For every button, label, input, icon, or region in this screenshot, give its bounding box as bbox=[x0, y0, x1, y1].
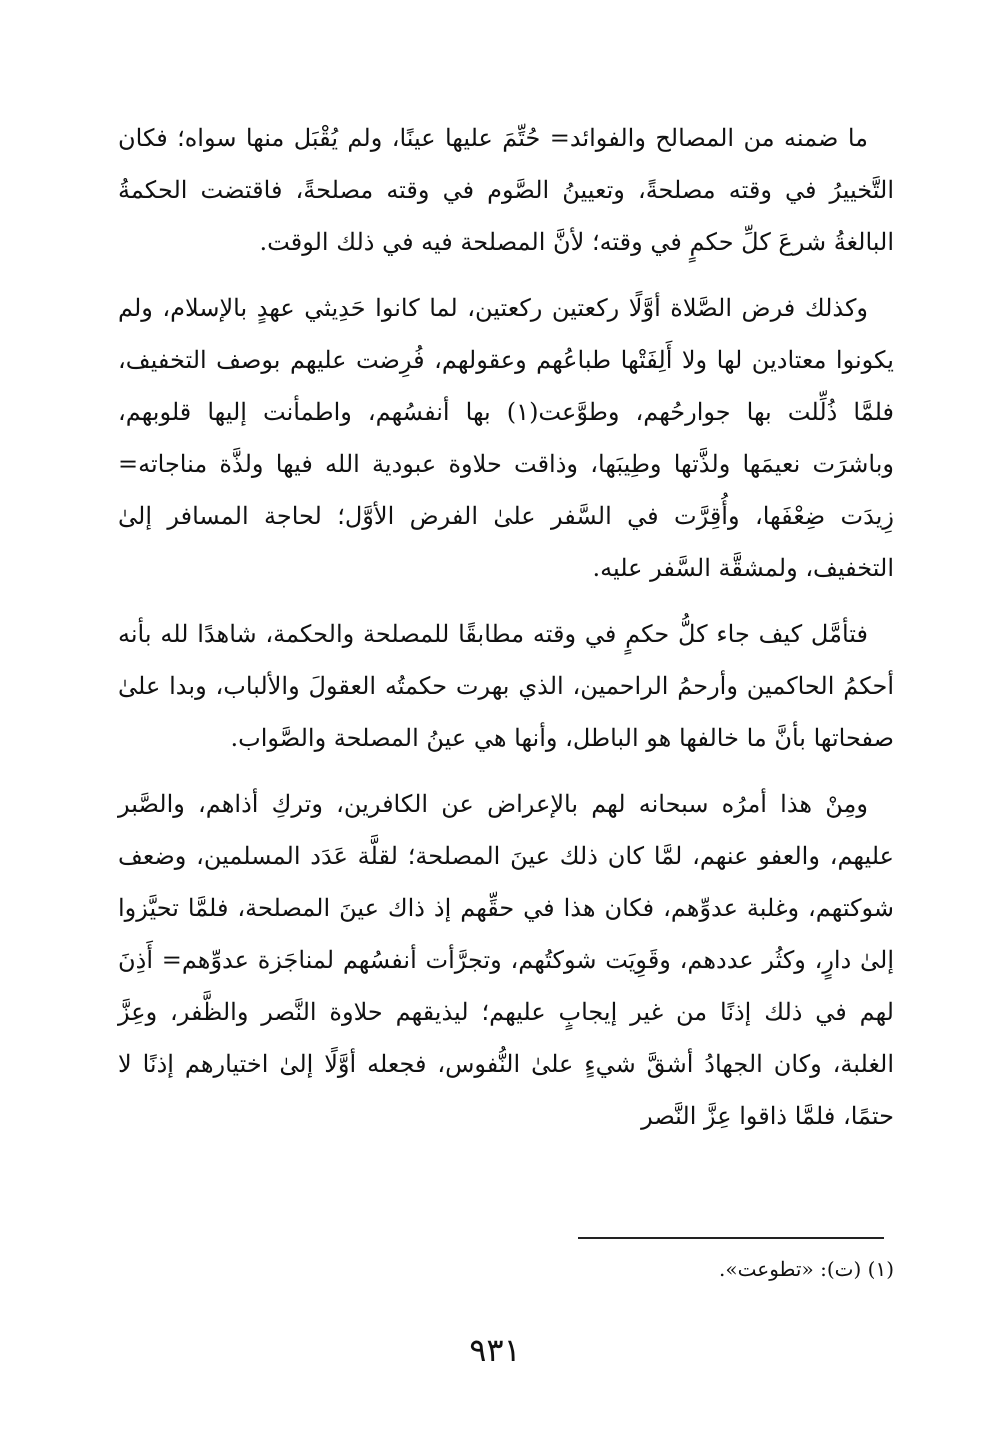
page-number: ٩٣١ bbox=[469, 1331, 521, 1369]
footnote: (١) (ت): «تطوعت». bbox=[719, 1257, 894, 1281]
paragraph-1: ما ضمنه من المصالح والفوائد= حُتِّمَ عليها عينًا، ولم يُقْبَل منها سواه؛ فكان التَّخييرُ في وقته مصلحةً، وتعيينُ الصَّوم في وقته مصلحةً، فاقتضت الحكمةُ البالغةُ شرعَ كلِّ حكمٍ في وقته؛ لأنَّ المصلحة فيه في ذلك الوقت. bbox=[118, 124, 894, 256]
footnote-divider bbox=[578, 1237, 884, 1239]
paragraph-3: فتأمَّل كيف جاء كلُّ حكمٍ في وقته مطابقًا للمصلحة والحكمة، شاهدًا لله بأنه أحكمُ الحاكمين وأرحمُ الراحمين، الذي بهرت حكمتُه العقولَ والألباب، وبدا علىٰ صفحاتها بأنَّ ما خالفها هو الباطل، وأنها هي عينُ المصلحة والصَّواب. bbox=[118, 620, 894, 752]
body-text bbox=[118, 112, 894, 1156]
paragraph-4: ومِنْ هذا أمرُه سبحانه لهم بالإعراض عن الكافرين، وتركِ أذاهم، والصَّبر عليهم، والعفو عنهم، لمَّا كان ذلك عينَ المصلحة؛ لقلَّة عَدَد المسلمين، وضعف شوكتهم، وغلبة عدوِّهم، فكان هذا في حقِّهم إذ ذاك عينَ المصلحة، فلمَّا تحيَّزوا إلىٰ دارٍ، وكثُر عددهم، وقَوِيَت شوكتُهم، وتجرَّأت أنفسُهم لمناجَزة عدوِّهم= أَذِنَ لهم في ذلك إذنًا من غير إيجابٍ عليهم؛ ليذيقهم حلاوة النَّصر والظَّفر، وعِزَّ الغلبة، وكان الجهادُ أشقَّ شيءٍ علىٰ النُّفوس، فجعله أوَّلًا إلىٰ اختيارهم إذنًا لا حتمًا، فلمَّا ذاقوا عِزَّ النَّصر bbox=[118, 790, 894, 1130]
paragraph-2: وكذلك فرض الصَّلاة أوَّلًا ركعتين ركعتين، لما كانوا حَدِيثي عهدٍ بالإسلام، ولم يكونوا معتادين لها ولا أَلِفَتْها طباعُهم وعقولهم، فُرِضت عليهم بوصف التخفيف، فلمَّا ذُلِّلت بها جوارحُهم، وطوَّعت(١) بها أنفسُهم، واطمأنت إليها قلوبهم، وباشرَت نعيمَها ولذَّتها وطِيبَها، وذاقت حلاوة عبودية الله فيها ولذَّة مناجاته= زِيدَت ضِعْفَها، وأُقِرَّت في السَّفر علىٰ الفرض الأوَّل؛ لحاجة المسافر إلىٰ التخفيف، ولمشقَّة السَّفر عليه. bbox=[118, 294, 894, 582]
